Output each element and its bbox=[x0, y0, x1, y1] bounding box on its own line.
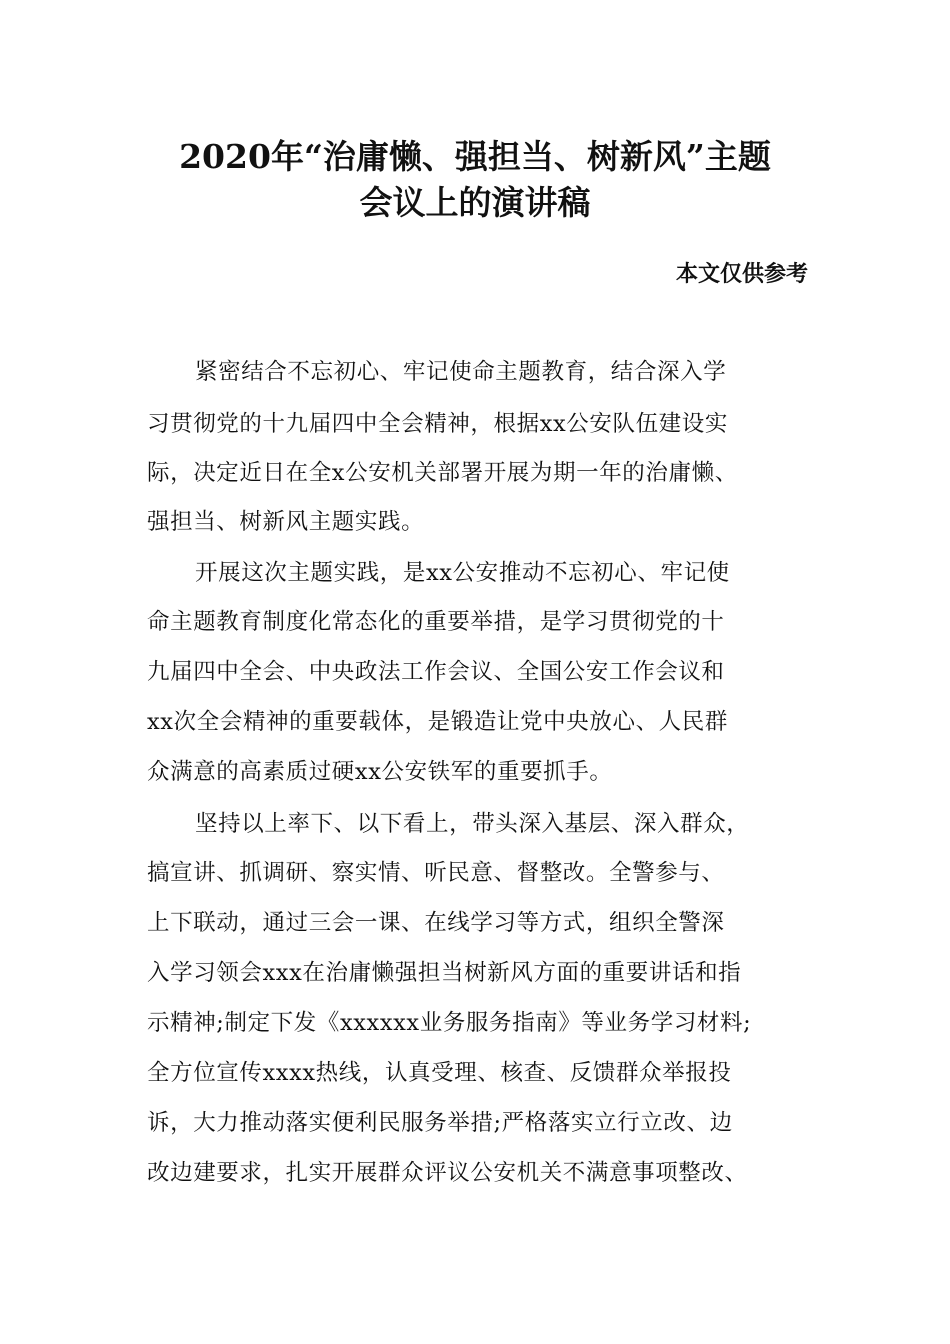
paragraph-3-line-1: 坚持以上率下、以下看上，带头深入基层、深入群众， bbox=[195, 811, 750, 837]
paragraph-2-line-2: 命主题教育制度化常态化的重要举措，是学习贯彻党的十 bbox=[147, 609, 725, 635]
document-title-line-1: 2020年“治庸懒、强担当、树新风”主题 bbox=[179, 137, 771, 176]
paragraph-2-line-1: 开展这次主题实践，是xx公安推动不忘初心、牢记使 bbox=[195, 560, 730, 586]
paragraph-1-line-3: 际，决定近日在全x公安机关部署开展为期一年的治庸懒、 bbox=[147, 460, 738, 486]
paragraph-3-line-8: 改边建要求，扎实开展群众评议公安机关不满意事项整改、 bbox=[147, 1160, 748, 1186]
paragraph-2-line-4: xx次全会精神的重要载体，是锻造让党中央放心、人民群 bbox=[147, 709, 728, 735]
paragraph-3-line-6: 全方位宣传xxxx热线，认真受理、核查、反馈群众举报投 bbox=[147, 1060, 732, 1086]
paragraph-1-line-2: 习贯彻党的十九届四中全会精神，根据xx公安队伍建设实 bbox=[147, 411, 728, 437]
paragraph-3-line-4: 入学习领会xxx在治庸懒强担当树新风方面的重要讲话和指 bbox=[147, 960, 742, 986]
paragraph-3-line-2: 搞宣讲、抓调研、察实情、听民意、督整改。全警参与、 bbox=[147, 860, 725, 886]
paragraph-2-line-5: 众满意的高素质过硬xx公安铁军的重要抓手。 bbox=[147, 759, 613, 785]
paragraph-1-line-4: 强担当、树新风主题实践。 bbox=[147, 509, 425, 535]
paragraph-3-line-7: 诉，大力推动落实便利民服务举措;严格落实立行立改、边 bbox=[147, 1110, 733, 1136]
paragraph-2-line-3: 九届四中全会、中央政法工作会议、全国公安工作会议和 bbox=[147, 659, 725, 685]
paragraph-3-line-3: 上下联动，通过三会一课、在线学习等方式，组织全警深 bbox=[147, 910, 725, 936]
paragraph-1-line-1: 紧密结合不忘初心、牢记使命主题教育，结合深入学 bbox=[195, 359, 727, 385]
document-title-line-2: 会议上的演讲稿 bbox=[359, 183, 591, 222]
reference-note: 本文仅供参考 bbox=[675, 261, 808, 287]
paragraph-3-line-5: 示精神;制定下发《xxxxxx业务服务指南》等业务学习材料; bbox=[147, 1010, 752, 1036]
